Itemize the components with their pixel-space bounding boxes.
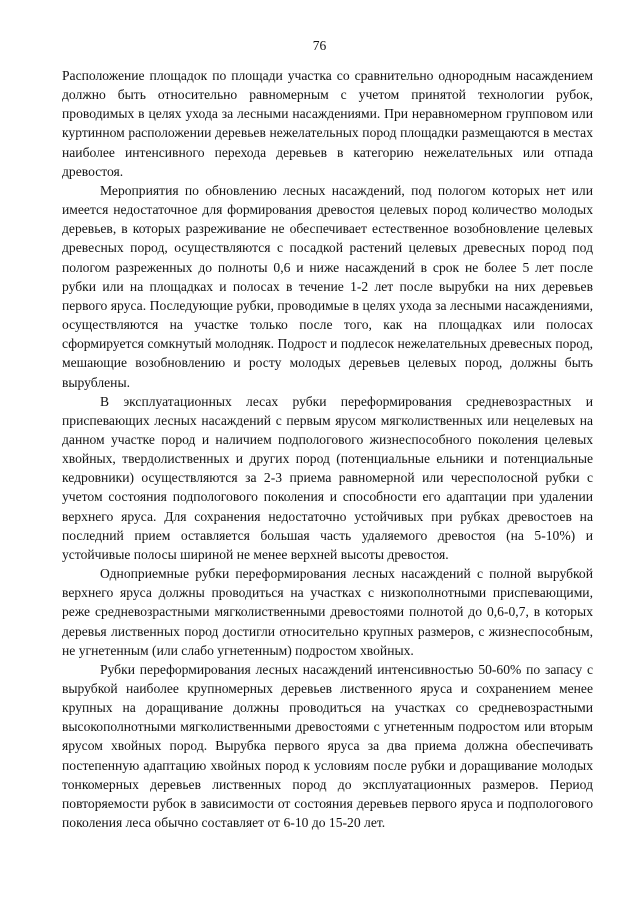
document-body — [62, 66, 593, 832]
page-number: 76 — [312, 38, 327, 53]
paragraph: В эксплуатационных лесах рубки переформирования средневозрастных и приспевающих лесных насаждений с первым ярусом мягколиственных или нецелевых на данном участке пород и наличием подпологового жизнеспособного поколения целевых хвойных, твердолиственных и других пород (потенциальные ельники и потенциальные кедровники) осуществляются за 2-3 приема равномерной или чересполосной рубки с учетом состояния подпологового поколения и способности его адаптации при удалении верхнего яруса. Для сохранения недостаточно устойчивых при рубках древостоев на последний прием оставляется большая часть удаляемого древостоя (на 5-10%) и устойчивые полосы шириной не менее верхней высоты древостоя. — [62, 393, 593, 562]
paragraph: Расположение площадок по площади участка со сравнительно однородным насаждением должно быть относительно равномерным с учетом принятой технологии рубок, проводимых в целях ухода за лесными насаждениями. При неравномерном групповом или куртинном расположении деревьев нежелательных пород площадки размещаются в местах наиболее интенсивного перехода деревьев в категорию нежелательных или отпада древостоя. — [62, 68, 593, 179]
paragraph: Одноприемные рубки переформирования лесных насаждений с полной вырубкой верхнего яруса должны проводиться на участках с низкополнотными приспевающими, реже средневозрастными мягколиственными древостоями полнотой до 0,6-0,7, в которых деревья лиственных пород достигли относительно крупных размеров, с жизнеспособным, не угнетенным (или слабо угнетенным) подростом хвойных. — [62, 566, 593, 658]
paragraph: Рубки переформирования лесных насаждений интенсивностью 50-60% по запасу с вырубкой наиболее крупномерных деревьев лиственного яруса и сохранением менее крупных на доращивание должны проводиться на участках со средневозрастными высокополнотными мягколиственными древостоями с угнетенным подростом или вторым ярусом хвойных пород. Вырубка первого яруса за два приема должна обеспечивать постепенную адаптацию хвойных пород к условиям после рубки и доращивание молодых тонкомерных деревьев лиственных пород до эксплуатационных размеров. Период повторяемости рубок в зависимости от состояния деревьев первого яруса и подпологового поколения леса обычно составляет от 6-10 до 15-20 лет. — [62, 661, 593, 831]
paragraph: Мероприятия по обновлению лесных насаждений, под пологом которых нет или имеется недостаточное для формирования древостоя целевых пород количество молодых деревьев, в которых разреживание не обеспечивает естественное возобновление целевых древесных пород, осуществляются с посадкой растений целевых древесных пород под пологом разреженных до полноты 0,6 и ниже насаждений в срок не более 5 лет после рубки или на площадках и полосах в течение 1-2 лет после вырубки на них деревьев первого яруса. Последующие рубки, проводимые в целях ухода за лесными насаждениями, осуществляются на участке только после того, как на площадках или полосах сформируется сомкнутый молодняк. Подрост и подлесок нежелательных древесных пород, мешающие возобновлению и росту молодых деревьев целевых пород, должны быть вырублены. — [62, 182, 593, 390]
